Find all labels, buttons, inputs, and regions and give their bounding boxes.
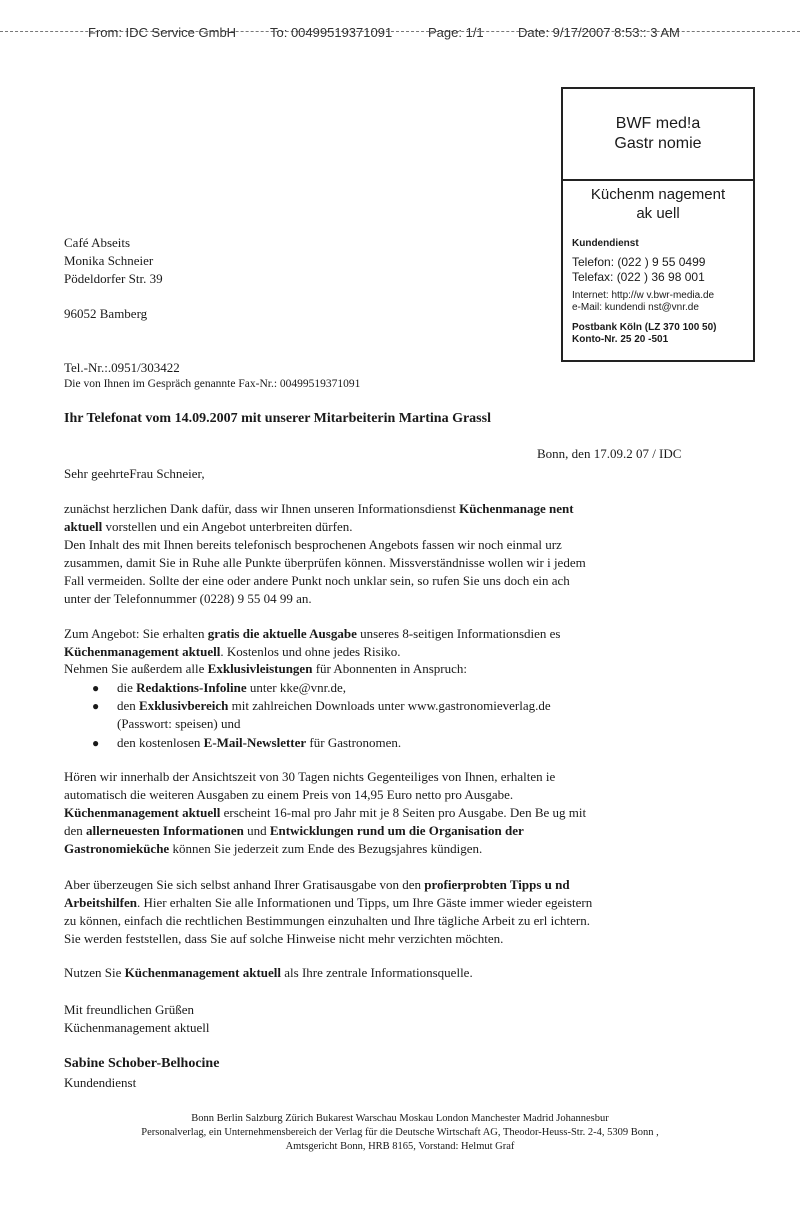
tel-line: Tel.-Nr.:.0951/303422	[64, 360, 180, 375]
bullet-icon: ●	[92, 736, 100, 750]
closing-greeting: Mit freundlichen Grüßen	[64, 1002, 194, 1017]
recipient-name: Monika Schneier	[64, 253, 154, 268]
p4-line-4: Sie werden feststellen, dass Sie auf solche Hinweise nicht mehr verzichten möchten.	[64, 931, 504, 946]
contact-fax: Telefax: (022 ) 36 98 001	[572, 270, 705, 284]
p1-line-1: zunächst herzlichen Dank dafür, dass wir Ihnen unseren Informationsdienst Küchenmanage nent	[64, 501, 574, 516]
contact-phone: Telefon: (022 ) 9 55 0499	[572, 255, 706, 269]
product-line-2: ak uell	[636, 205, 680, 222]
bullet-item-infoline: die Redaktions-Infoline unter kke@vnr.de,	[117, 680, 347, 695]
logo-line-1: BWF med!a	[615, 115, 701, 132]
recipient-street: Pödeldorfer Str. 39	[64, 271, 163, 286]
bullet-item-password: (Passwort: speisen) und	[117, 716, 241, 731]
fax-page: Page: 1/1	[428, 25, 484, 40]
p5-line: Nutzen Sie Küchenmanagement aktuell als Ihre zentrale Informationsquelle.	[64, 965, 473, 980]
p4-line-3: zu können, einfach die rechtlichen Bestimmungen einzuhalten und Ihre tägliche Arbeit zu erl ichtern.	[64, 913, 590, 928]
p4-line-2: Arbeitshilfen. Hier erhalten Sie alle Informationen und Tipps, um Ihre Gäste immer wieder egeistern	[64, 895, 593, 910]
p2-line-3: Nehmen Sie außerdem alle Exklusivleistungen für Abonnenten in Anspruch:	[64, 661, 467, 676]
p3-line-5: Gastronomieküche können Sie jederzeit zum Ende des Bezugsjahres kündigen.	[64, 841, 483, 856]
p2-line-2: Küchenmanagement aktuell. Kostenlos und ohne jedes Risiko.	[64, 644, 401, 659]
p3-line-3: Küchenmanagement aktuell erscheint 16-mal pro Jahr mit je 8 Seiten pro Ausgabe. Den Be ug mit	[64, 805, 587, 820]
date-line: Bonn, den 17.09.2 07 / IDC	[537, 446, 682, 461]
product-name	[563, 185, 753, 223]
salutation: Sehr geehrteFrau Schneier,	[64, 466, 205, 481]
p3-line-2: automatisch die weiteren Ausgaben zu einem Preis von 14,95 Euro netto pro Ausgabe.	[64, 787, 514, 802]
bullet-item-newsletter: den kostenlosen E-Mail-Newsletter für Gastronomen.	[117, 735, 402, 750]
p3-line-4: den allerneuesten Informationen und Entwicklungen rund um die Organisation der	[64, 823, 524, 838]
recipient-city: 96052 Bamberg	[64, 306, 148, 321]
p1-line-2: aktuell vorstellen und ein Angebot unterbreiten dürfen.	[64, 519, 353, 534]
signer-department: Kundendienst	[64, 1075, 137, 1090]
footer-register: Amtsgericht Bonn, HRB 8165, Vorstand: Helmut Graf	[285, 1141, 515, 1152]
contact-internet: Internet: http://w v.bwr-media.de	[572, 290, 715, 301]
bank-line-1: Postbank Köln (LZ 370 100 50)	[572, 322, 717, 333]
p1-line-3: Den Inhalt des mit Ihnen bereits telefonisch besprochenen Angebots fassen wir noch einmal urz	[64, 537, 562, 552]
contact-heading: Kundendienst	[572, 238, 639, 249]
bank-line-2: Konto-Nr. 25 20 -501	[572, 334, 669, 345]
p1-line-6: unter der Telefonnummer (0228) 9 55 04 99 an.	[64, 591, 312, 606]
signer-name: Sabine Schober-Belhocine	[64, 1056, 220, 1071]
letterhead-box	[561, 87, 755, 362]
p2-line-1: Zum Angebot: Sie erhalten gratis die aktuelle Ausgabe unseres 8-seitigen Informationsdien es	[64, 626, 561, 641]
fax-from: From: IDC Service GmbH	[88, 25, 237, 40]
p1-line-4: zusammen, damit Sie in Ruhe alle Punkte überprüfen können. Missverständnisse wollen wir i jedem	[64, 555, 586, 570]
subject-line: Ihr Telefonat vom 14.09.2007 mit unserer Mitarbeiterin Martina Grassl	[64, 411, 491, 426]
logo-line-2: Gastr nomie	[614, 135, 702, 152]
closing-company: Küchenmanagement aktuell	[64, 1020, 210, 1035]
product-line-1: Küchenm nagement	[590, 186, 726, 203]
footer-cities: Bonn Berlin Salzburg Zürich Bukarest Warschau Moskau London Manchester Madrid Johannesbur	[191, 1113, 609, 1124]
p4-line-1: Aber überzeugen Sie sich selbst anhand Ihrer Gratisausgabe von den profierprobten Tipps u nd	[64, 877, 570, 892]
contact-email: e-Mail: kundendi nst@vnr.de	[572, 302, 699, 313]
p1-line-5: Fall vermeiden. Sollte der eine oder andere Punkt noch unklar sein, so rufen Sie uns doch ein ach	[64, 573, 570, 588]
fax-to: To: 00499519371091	[270, 25, 393, 40]
bullet-icon: ●	[92, 699, 100, 713]
fax-date: Date: 9/17/2007 8:53:: 3 AM	[518, 25, 680, 40]
footer-company: Personalverlag, ein Unternehmensbereich der Verlag für die Deutsche Wirtschaft AG, Theodor-Heuss-Str. 2-4, 5309 Bonn ,	[141, 1127, 659, 1138]
p3-line-1: Hören wir innerhalb der Ansichtszeit von 30 Tagen nichts Gegenteiliges von Ihnen, erhalten ie	[64, 769, 556, 784]
fax-reference: Die von Ihnen im Gespräch genannte Fax-Nr.: 00499519371091	[64, 378, 361, 390]
recipient-company: Café Abseits	[64, 235, 131, 250]
bullet-icon: ●	[92, 681, 100, 695]
bullet-item-exklusivbereich: den Exklusivbereich mit zahlreichen Downloads unter www.gastronomieverlag.de	[117, 698, 551, 713]
publisher-logo	[563, 89, 753, 181]
